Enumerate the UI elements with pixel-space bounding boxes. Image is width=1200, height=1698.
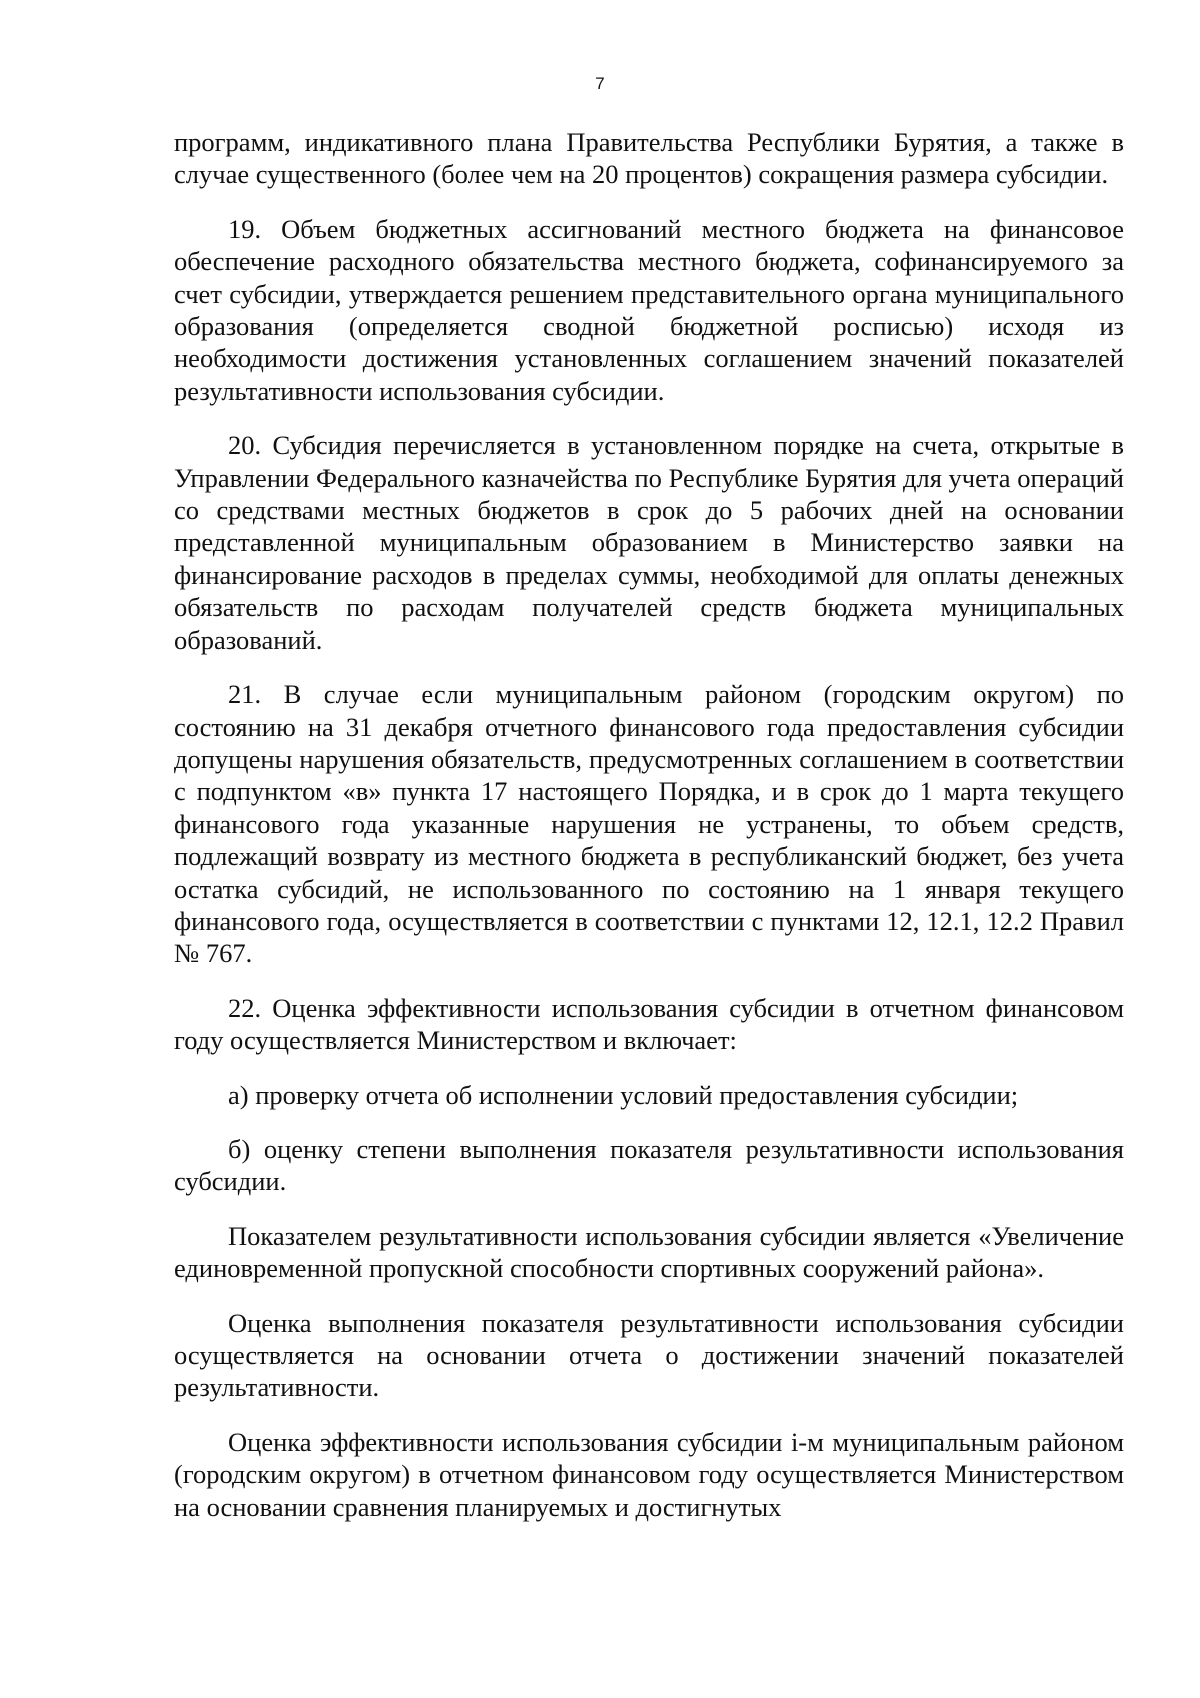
document-body (174, 126, 1124, 1545)
page-number: 7 (595, 74, 605, 93)
paragraph-indicator: Показателем результативности использования субсидии является «Увеличение единовременной пропускной способности спортивных сооружений района». (174, 1220, 1124, 1284)
paragraph-20: 20. Субсидия перечисляется в установленном порядке на счета, открытые в Управлении Федерального казначейства по Республике Бурятия для учета операций со средствами местных бюджетов в срок до 5 рабочих дней на основании представленной муниципальным образованием в Министерство заявки на финансирование расходов в пределах суммы, необходимой для оплаты денежных обязательств по расходам получателей средств бюджета муниципальных образований. (174, 430, 1124, 655)
paragraph-continuation: программ, индикативного плана Правительства Республики Бурятия, а также в случае существенного (более чем на 20 процентов) сокращения размера субсидии. (174, 127, 1124, 190)
paragraph-22-a: а) проверку отчета об исполнении условий предоставления субсидии; (228, 1079, 1019, 1110)
paragraph-indicator-assessment: Оценка выполнения показателя результативности использования субсидии осуществляется на основании отчета о достижении значений показателей результативности. (174, 1307, 1124, 1403)
paragraph-22-b: б) оценку степени выполнения показателя результативности использования субсидии. (174, 1133, 1124, 1197)
paragraph-19: 19. Объем бюджетных ассигнований местного бюджета на финансовое обеспечение расходного обязательства местного бюджета, софинансируемого за счет субсидии, утверждается решением представительного органа муниципального образования (определяется сводной бюджетной росписью) исходя из необходимости достижения установленных соглашением значений показателей результативности использования субсидии. (174, 213, 1124, 406)
paragraph-21: 21. В случае если муниципальным районом (городским округом) по состоянию на 31 декабря отчетного финансового года предоставления субсидии допущены нарушения обязательств, предусмотренных соглашением в соответствии с подпунктом «в» пункта 17 настоящего Порядка, и в срок до 1 марта текущего финансового года указанные нарушения не устранены, то объем средств, подлежащий возврату из местного бюджета в республиканский бюджет, без учета остатка субсидий, не использованного по состоянию на 1 января текущего финансового года, осуществляется в соответствии с пунктами 12, 12.1, 12.2 Правил № 767. (174, 679, 1124, 969)
paragraph-efficiency-assessment: Оценка эффективности использования субсидии i-м муниципальным районом (городским округом) в отчетном финансовом году осуществляется Министерством на основании сравнения планируемых и достигнутых (174, 1426, 1124, 1522)
paragraph-22: 22. Оценка эффективности использования субсидии в отчетном финансовом году осуществляется Министерством и включает: (174, 992, 1124, 1056)
